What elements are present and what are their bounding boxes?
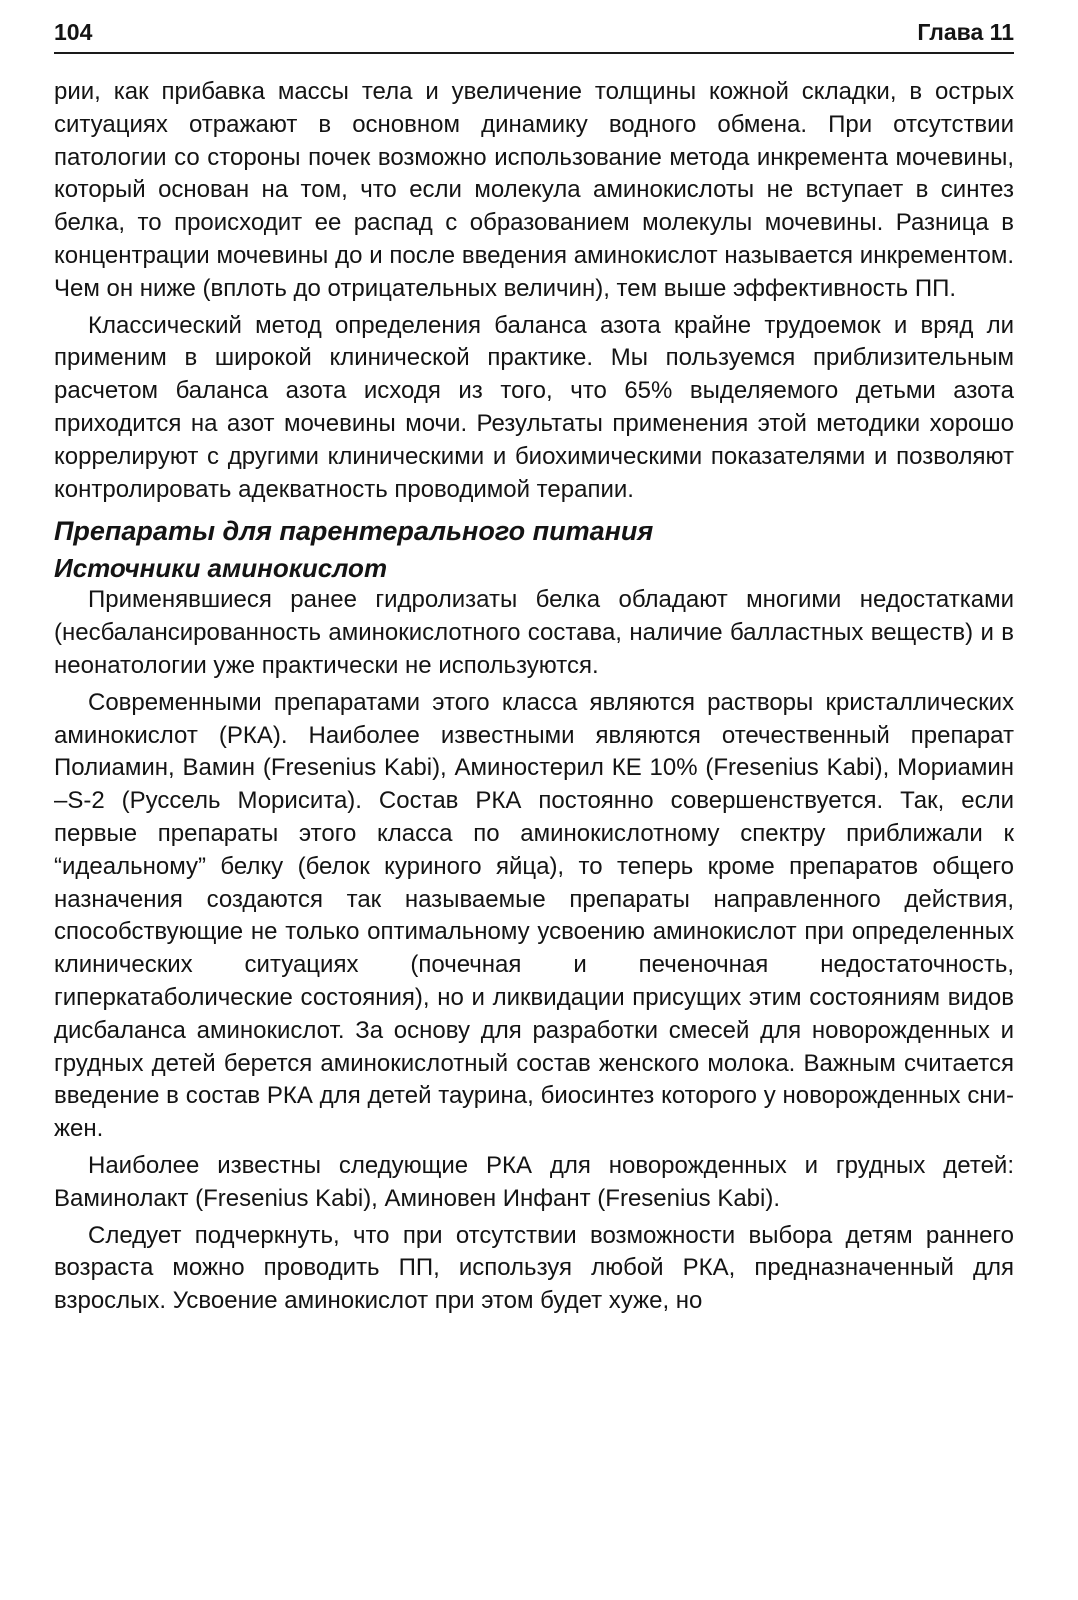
book-page (54, 18, 1014, 1318)
body-text (54, 76, 1014, 1318)
chapter-label: Глава 11 (917, 19, 1014, 45)
paragraph-crystalline-amino-acids: Современными препаратами этого класса являются растворы кристаллических аминокислот (РКА). Наиболее известными являются отечественный препарат Полиамин, Вамин (Fresenius Kabi), Аминостерил КЕ 10% (Fresenius Kabi), Мориамин –S-2 (Руссель Морисита). Состав РКА постоянно совершенствуется. Так, если первые препараты этого класса по аминокислотному спектру приближали к “идеальному” белку (белок куриного яйца), то теперь кроме препаратов общего назначения создаются так называемые препараты направленного действия, способствующие не только оптимальному усвоению аминокислот при определенных клинических ситуациях (почечная и печеночная недостаточность, гиперкатаболические состояния), но и ликвидации присущих этим состояниям видов дисбаланса аминокислот. За основу для разработки смесей для новорожденных и грудных детей берется аминокислотный состав женского молока. Важным считается введение в состав РКА для детей таурина, биосинтез которого у новорожденных снижен. (54, 688, 1014, 1143)
paragraph-adult-solutions: Следует подчеркнуть, что при отсутствии возможности выбора детям раннего возраста можно проводить ПП, используя любой РКА, предназначенный для взрослых. Усвоение аминокислот при этом будет хуже, но (54, 1221, 1014, 1315)
paragraph-hydrolysates: Применявшиеся ранее гидролизаты белка обладают многими недостатками (несбалансированность аминокислотного состава, наличие балластных веществ) и в неонатологии уже практически не используются. (54, 586, 1014, 679)
page-number: 104 (54, 19, 93, 45)
subsection-heading: Источники аминокислот (54, 553, 388, 584)
paragraph-neonatal-solutions: Наиболее известны следующие РКА для новорожденных и грудных детей: Ваминолакт (Fresenius Kabi), Аминовен Инфант (Fresenius Kabi). (54, 1151, 1014, 1212)
paragraph-continuation: рии, как прибавка массы тела и увеличение толщины кожной складки, в острых ситуациях отражают в основном динамику водного обмена. При отсутствии патологии со стороны почек возможно использование метода инкремента мочевины, который основан на том, что если молекула аминокислоты не вступает в синтез белка, то происходит ее распад с образованием молекулы мочевины. Разница в концентрации мочевины до и после введения аминокислот называется инкрементом. Чем он ниже (вплоть до отрицательных величин), тем выше эффективность ПП. (54, 78, 1014, 302)
section-heading: Препараты для парентерального питания (54, 516, 654, 547)
running-header (54, 18, 1014, 54)
paragraph-nitrogen-balance: Классический метод определения баланса азота крайне трудоемок и вряд ли применим в широкой клинической практике. Мы пользуемся приблизительным расчетом баланса азота исходя из того, что 65% выделяемого детьми азота приходится на азот мочевины мочи. Результаты применения этой методики хорошо коррелируют с другими клиническими и биохимическими показателями и позволяют контролировать адекватность проводимой терапии. (54, 311, 1014, 503)
